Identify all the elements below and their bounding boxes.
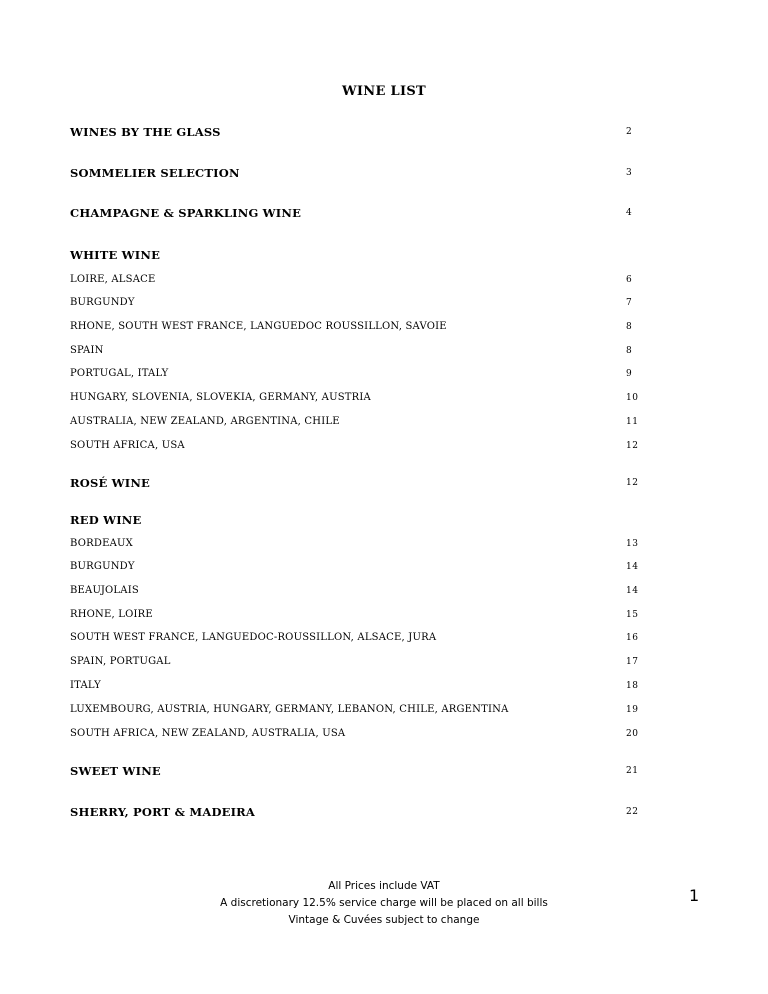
toc-entry-page: 14: [626, 586, 639, 596]
toc-entry-portugal-italy[interactable]: [70, 368, 650, 384]
toc-entry-page: 8: [626, 322, 633, 332]
toc-entry-luxembourg-austria[interactable]: [70, 704, 650, 720]
toc-entry-hungary-slovenia[interactable]: [70, 392, 650, 408]
toc-entry-page: 16: [626, 633, 639, 643]
toc-entry-page: 19: [626, 705, 639, 715]
toc-entry-loire-alsace[interactable]: [70, 274, 650, 290]
toc-entry-page: 8: [626, 346, 633, 356]
toc-entry-label: SOMMELIER SELECTION: [70, 166, 240, 180]
toc-entry-burgundy-red[interactable]: [70, 561, 650, 577]
toc-entry-rose-wine[interactable]: [70, 476, 650, 492]
toc-entry-burgundy-white[interactable]: [70, 297, 650, 313]
toc-entry-sweet-wine[interactable]: [70, 764, 650, 780]
toc-entry-label: CHAMPAGNE & SPARKLING WINE: [70, 206, 302, 220]
toc-entry-label: AUSTRALIA, NEW ZEALAND, ARGENTINA, CHILE: [70, 416, 340, 427]
toc-entry-page: 13: [626, 539, 639, 549]
toc-entry-label: BURGUNDY: [70, 561, 135, 572]
page-number: 1: [689, 886, 700, 905]
toc-entry-italy-red[interactable]: [70, 680, 650, 696]
toc-entry-page: 3: [626, 168, 633, 178]
toc-entry-bordeaux[interactable]: [70, 538, 650, 554]
footer-vat-note: All Prices include VAT: [328, 880, 440, 892]
toc-entry-label: SPAIN: [70, 345, 104, 356]
toc-entry-label: LOIRE, ALSACE: [70, 274, 156, 285]
toc-entry-page: 4: [626, 208, 633, 218]
toc-entry-label: RHONE, LOIRE: [70, 609, 153, 620]
toc-entry-label: WINES BY THE GLASS: [70, 125, 221, 139]
toc-entry-label: SHERRY, PORT & MADEIRA: [70, 805, 256, 819]
toc-entry-sommelier-selection[interactable]: [70, 166, 650, 182]
footer-service-charge-note: A discretionary 12.5% service charge will be placed on all bills: [220, 897, 548, 909]
toc-entry-label: LUXEMBOURG, AUSTRIA, HUNGARY, GERMANY, LEBANON, CHILE, ARGENTINA: [70, 704, 509, 715]
toc-entry-label: PORTUGAL, ITALY: [70, 368, 169, 379]
toc-entry-page: 6: [626, 275, 633, 285]
toc-entry-label: ITALY: [70, 680, 101, 691]
toc-section-white-wine: [70, 248, 650, 264]
toc-entry-page: 7: [626, 298, 633, 308]
toc-entry-label: HUNGARY, SLOVENIA, SLOVEKIA, GERMANY, AUSTRIA: [70, 392, 371, 403]
toc-entry-spain-white[interactable]: [70, 345, 650, 361]
toc-entry-south-africa-new-zealand[interactable]: [70, 728, 650, 744]
toc-entry-south-africa-usa[interactable]: [70, 440, 650, 456]
toc-entry-page: 18: [626, 681, 639, 691]
toc-entry-label: SOUTH AFRICA, USA: [70, 440, 185, 451]
toc-entry-page: 22: [626, 807, 639, 817]
toc-entry-rhone-loire[interactable]: [70, 609, 650, 625]
toc-entry-page: 10: [626, 393, 639, 403]
page-title: WINE LIST: [342, 84, 426, 99]
toc-entry-page: 21: [626, 766, 639, 776]
toc-entry-page: 12: [626, 441, 639, 451]
toc-entry-page: 14: [626, 562, 639, 572]
toc-entry-page: 20: [626, 729, 639, 739]
toc-entry-page: 15: [626, 610, 639, 620]
toc-entry-rhone-south-west-france[interactable]: [70, 321, 650, 337]
toc-entry-label: BORDEAUX: [70, 538, 133, 549]
toc-entry-wines-by-the-glass[interactable]: [70, 125, 650, 141]
footer-vintage-note: Vintage & Cuvées subject to change: [288, 914, 480, 926]
toc-entry-champagne-sparkling[interactable]: [70, 206, 650, 222]
toc-entry-label: SPAIN, PORTUGAL: [70, 656, 171, 667]
toc-section-label: WHITE WINE: [70, 248, 161, 262]
toc-entry-label: SWEET WINE: [70, 764, 161, 778]
toc-section-red-wine: [70, 513, 650, 529]
toc-entry-label: SOUTH WEST FRANCE, LANGUEDOC-ROUSSILLON, ALSACE, JURA: [70, 632, 437, 643]
toc-entry-label: RHONE, SOUTH WEST FRANCE, LANGUEDOC ROUSSILLON, SAVOIE: [70, 321, 447, 332]
toc-entry-beaujolais[interactable]: [70, 585, 650, 601]
toc-entry-label: BEAUJOLAIS: [70, 585, 139, 596]
toc-entry-australia-new-zealand[interactable]: [70, 416, 650, 432]
toc-entry-label: SOUTH AFRICA, NEW ZEALAND, AUSTRALIA, USA: [70, 728, 346, 739]
toc-entry-page: 9: [626, 369, 633, 379]
toc-entry-sherry-port-madeira[interactable]: [70, 805, 650, 821]
toc-section-label: RED WINE: [70, 513, 142, 527]
toc-entry-spain-portugal[interactable]: [70, 656, 650, 672]
toc-entry-page: 2: [626, 127, 633, 137]
toc-entry-page: 12: [626, 478, 639, 488]
toc-entry-page: 17: [626, 657, 639, 667]
footer-notes: [0, 878, 768, 929]
toc-entry-south-west-france-red[interactable]: [70, 632, 650, 648]
toc-entry-page: 11: [626, 417, 639, 427]
toc-entry-label: ROSÉ WINE: [70, 476, 151, 490]
toc-entry-label: BURGUNDY: [70, 297, 135, 308]
